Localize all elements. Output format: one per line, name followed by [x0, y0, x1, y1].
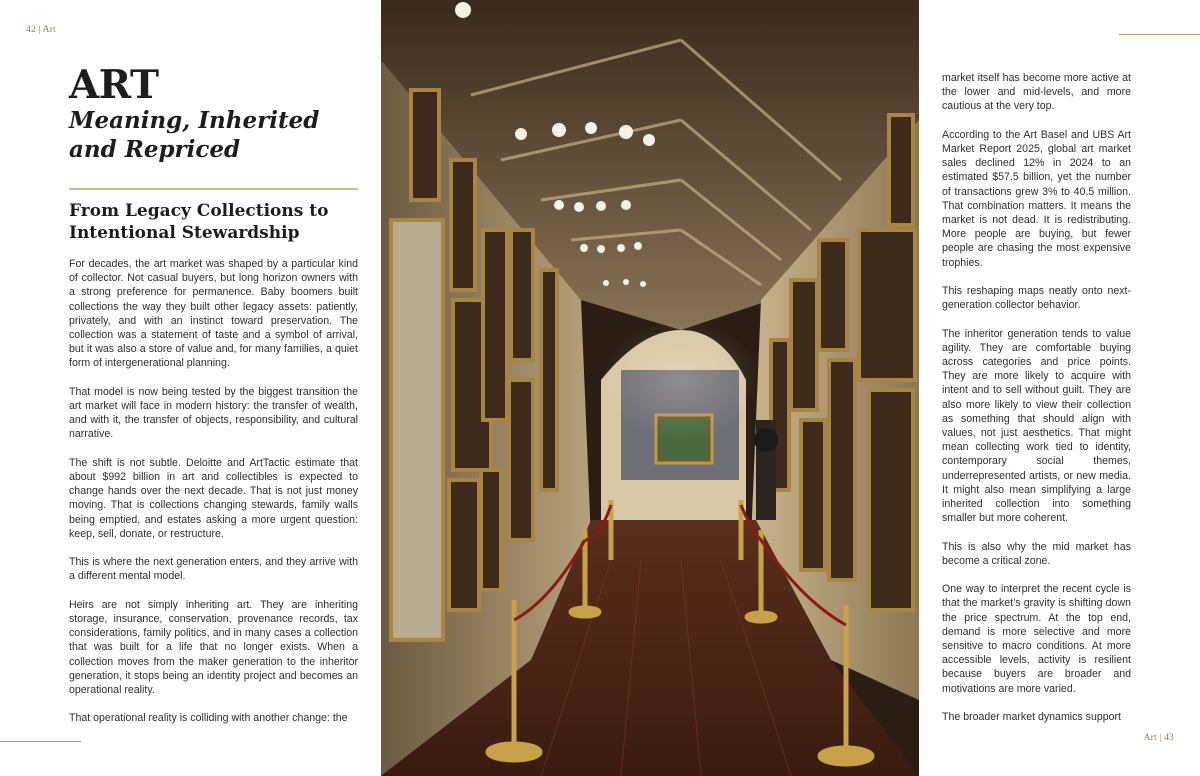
decorative-rule-top: [1119, 34, 1200, 35]
right-text-column: [942, 71, 1131, 738]
body-paragraph: This is also why the mid market has become a critical zone.: [942, 540, 1131, 567]
page-subtitle-line-1: Meaning, Inherited: [69, 107, 320, 134]
left-text-column: [69, 64, 358, 740]
body-paragraph: Heirs are not simply inheriting art. They are inheriting storage, insurance, conservation, provenance records, tax considerations, family politics, and in many cases a collection that was built for a life that no longer exists. When a collection moves from the maker generation to the inheritor generation, it stops being an identity project and becomes an operational reality.: [69, 598, 358, 697]
gallery-corridor-photo: [381, 0, 919, 776]
body-paragraph: The shift is not subtle. Deloitte and ArtTactic estimate that about $992 billion in art and collectibles is expected to change hands over the next decade. That is not just money moving. That is collections changing stewards, family walls being emptied, and estates asking a more urgent question: keep, sell, donate, or restructure.: [69, 456, 358, 540]
section-heading-line-1: From Legacy Collections to: [69, 201, 329, 221]
page-subtitle-line-2: and Repriced: [69, 136, 241, 163]
decorative-rule-bottom: [0, 741, 81, 742]
body-paragraph: market itself has become more active at the lower and mid-levels, and more cautious at the very top.: [942, 72, 1131, 113]
page-title: ART: [69, 62, 159, 108]
body-paragraph: This reshaping maps neatly onto next-generation collector behavior.: [942, 285, 1131, 312]
body-paragraph: That model is now being tested by the biggest transition the art market will face in modern history: the transfer of wealth, and with it, the transfer of objects, responsibility, and cultural narrative.: [69, 385, 358, 441]
page-number-right: Art | 43: [1143, 733, 1174, 743]
body-paragraph: One way to interpret the recent cycle is that the market’s gravity is shifting down the price spectrum. At the top end, demand is more selective and more sensitive to macro conditions. At more accessible levels, activity is resilient because buyers are broader and motivations are more varied.: [942, 583, 1131, 695]
page-number-left: 42 | Art: [26, 25, 56, 35]
body-paragraph: The broader market dynamics support: [942, 711, 1121, 724]
body-paragraph: This is where the next generation enters, and they arrive with a different mental model.: [69, 556, 358, 583]
body-paragraph: That operational reality is colliding with another change: the: [69, 712, 348, 725]
body-paragraph: For decades, the art market was shaped by a particular kind of collector. Not casual buyers, but long horizon owners with a strong preference for permanence. Baby boomers built collections the way they built other legacy assets: patiently, privately, and with an instinct toward preservation. The collection was a statement of taste and a symbol of arrival, but it was also a store of value and, for many families, a quiet form of intergenerational planning.: [69, 258, 358, 370]
body-paragraph: According to the Art Basel and UBS Art Market Report 2025, global art market sales declined 12% in 2024 to an estimated $57.5 billion, yet the number of transactions grew 3% to 40.5 million. That combination matters. It means the market is not dead. It is redistributing. More people are buying, but fewer people are chasing the most expensive trophies.: [942, 128, 1131, 269]
body-paragraph: The inheritor generation tends to value agility. They are comfortable buying across categories and price points. They are more likely to acquire with intent and to sell without guilt. They are also more likely to view their collection as something that should align with values, not just aesthetics. That might mean collecting work tied to identity, contemporary social themes, underrepresented artists, or new media. It might also mean simplifying a large inherited collection into something smaller but more coherent.: [942, 327, 1131, 525]
section-heading: [69, 200, 358, 244]
section-heading-line-2: Intentional Stewardship: [69, 223, 300, 243]
title-divider: [69, 188, 358, 190]
